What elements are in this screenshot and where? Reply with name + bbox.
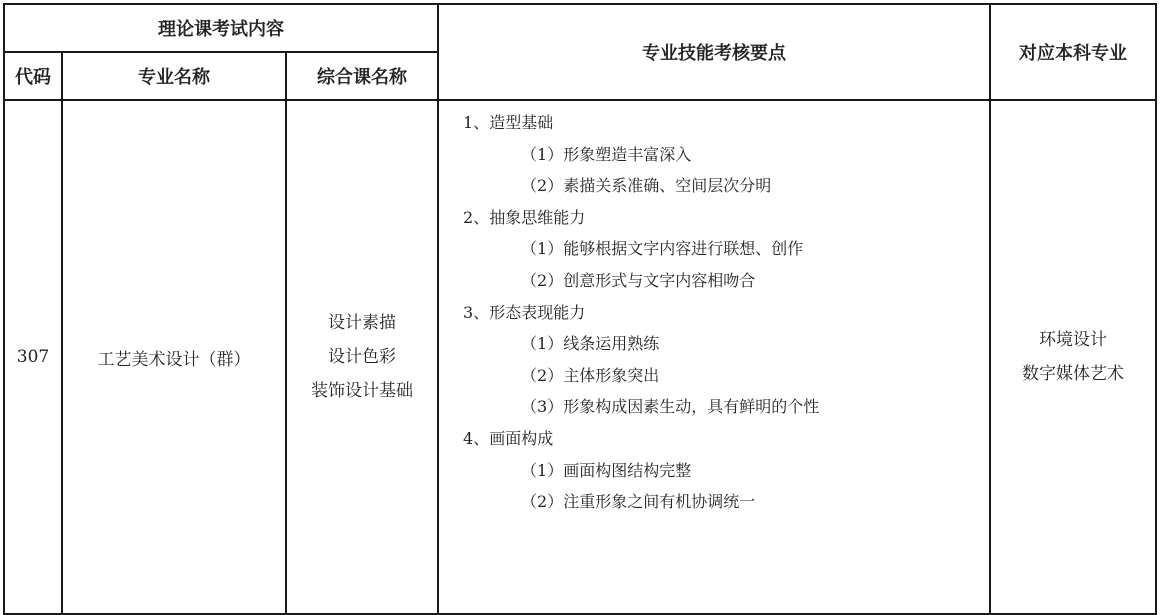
exam-table-container — [3, 3, 1157, 615]
exam-content-table — [3, 3, 1157, 615]
skill-point: （1）形象塑造丰富深入 — [521, 144, 692, 164]
header-row-1 — [4, 4, 1156, 52]
skill-point: 3、形态表现能力 — [463, 302, 586, 322]
skill-point: （1）线条运用熟练 — [521, 334, 660, 354]
code-cell: 307 — [4, 100, 62, 614]
skill-point: （2）素描关系准确、空间层次分明 — [521, 176, 772, 196]
course-name: 设计素描 — [328, 313, 397, 333]
major-name-cell: 工艺美术设计（群） — [62, 100, 286, 614]
skills-header: 专业技能考核要点 — [438, 4, 990, 100]
undergrad-majors-cell — [990, 100, 1156, 614]
skill-point: 2、抽象思维能力 — [463, 207, 586, 227]
skill-point: （2）创意形式与文字内容相吻合 — [521, 270, 756, 290]
skill-point: 4、画面构成 — [463, 428, 554, 448]
skill-point: （2）注重形象之间有机协调统一 — [521, 492, 756, 512]
course-names-cell — [286, 100, 438, 614]
code-header: 代码 — [4, 52, 62, 100]
course-name-header: 综合课名称 — [286, 52, 438, 100]
table-row — [4, 100, 1156, 614]
skill-points-cell — [438, 100, 990, 614]
skill-point: （2）主体形象突出 — [521, 365, 660, 385]
course-name: 装饰设计基础 — [311, 381, 414, 401]
undergrad-major: 环境设计 — [1039, 330, 1108, 350]
undergrad-major: 数字媒体艺术 — [1022, 364, 1125, 384]
skill-point: （1）画面构图结构完整 — [521, 460, 692, 480]
undergrad-header: 对应本科专业 — [990, 4, 1156, 100]
major-name-header: 专业名称 — [62, 52, 286, 100]
course-name: 设计色彩 — [328, 347, 397, 367]
skill-point: 1、造型基础 — [463, 113, 554, 132]
skill-point: （1）能够根据文字内容进行联想、创作 — [521, 239, 804, 259]
theory-group-header: 理论课考试内容 — [4, 4, 438, 52]
skill-point: （3）形象构成因素生动，具有鲜明的个性 — [521, 397, 820, 417]
